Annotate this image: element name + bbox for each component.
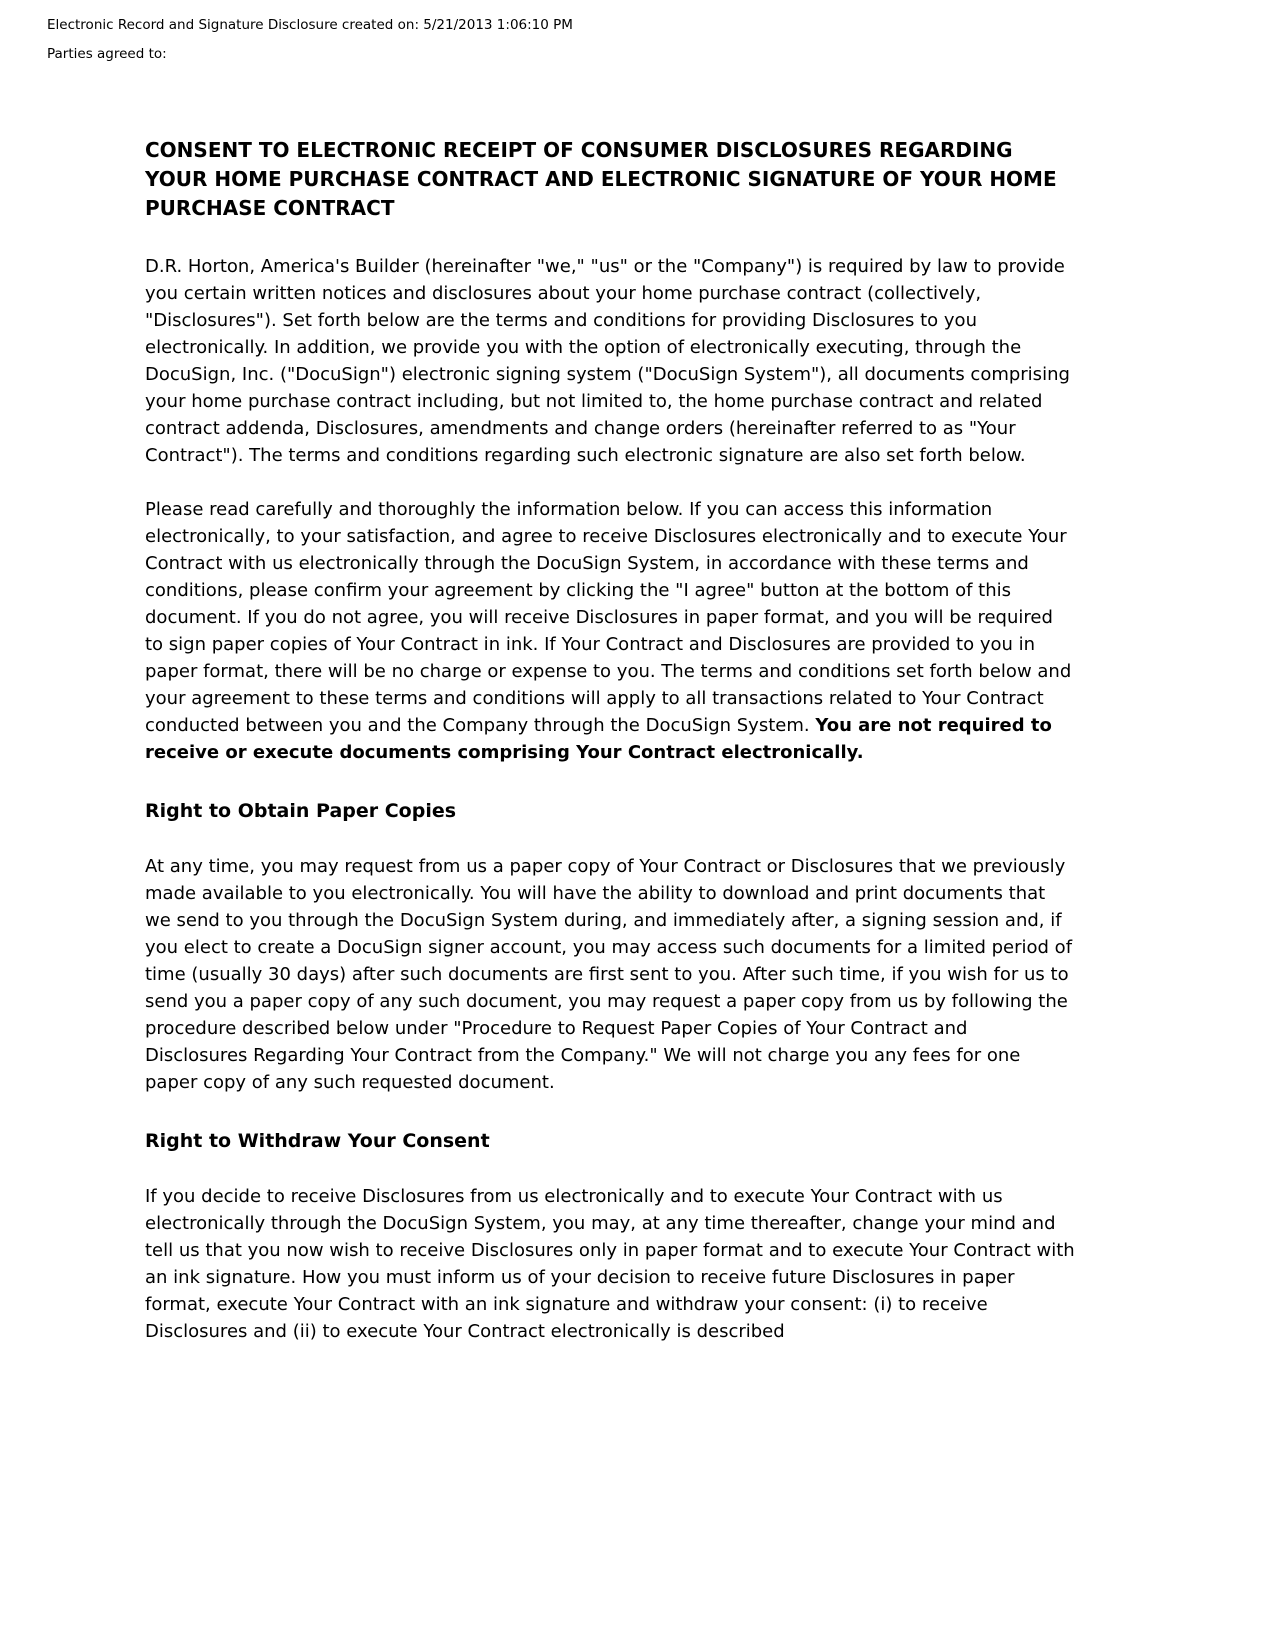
heading-right-to-obtain-paper-copies: Right to Obtain Paper Copies (145, 799, 457, 822)
agreement-paragraph-text: Please read carefully and thoroughly the information below. If you can access this information electronically, to your satisfaction, and agree to receive Disclosures electronically and to execute Your Contract with us electronically through the DocuSign System, in accordance with these terms and conditions, please confirm your agreement by clicking the "I agree" button at the bottom of this document. If you do not agree, you will receive Disclosures in paper format, and you will be required to sign paper copies of Your Contract in ink. If Your Contract and Disclosures are provided to you in paper format, there will be no charge or expense to you. The terms and conditions set forth below and your agreement to these terms and conditions will apply to all transactions related to Your Contract conducted between you and the Company through the DocuSign System. (145, 498, 1072, 736)
document-content (145, 136, 1075, 1345)
document-title: CONSENT TO ELECTRONIC RECEIPT OF CONSUMER DISCLOSURES REGARDING YOUR HOME PURCHASE CONTRACT AND ELECTRONIC SIGNATURE OF YOUR HOME PURCHASE CONTRACT (145, 137, 1057, 220)
paper-copies-paragraph: At any time, you may request from us a paper copy of Your Contract or Disclosures that we previously made available to you electronically. You will have the ability to download and print documents that we send to you through the DocuSign System during, and immediately after, a signing session and, if you elect to create a DocuSign signer account, you may access such documents for a limited period of time (usually 30 days) after such documents are first sent to you. After such time, if you wish for us to send you a paper copy of any such document, you may request a paper copy from us by following the procedure described below under "Procedure to Request Paper Copies of Your Contract and Disclosures Regarding Your Contract from the Company." We will not charge you any fees for one paper copy of any such requested document. (145, 855, 1073, 1093)
parties-agreed-line: Parties agreed to: (47, 45, 167, 62)
heading-right-to-withdraw-consent: Right to Withdraw Your Consent (145, 1129, 490, 1152)
disclosure-meta-header (0, 0, 1275, 64)
agreement-paragraph-bold-text: You are not required to receive or execute documents comprising Your Contract electronically. (145, 714, 1052, 763)
withdraw-consent-paragraph: If you decide to receive Disclosures from us electronically and to execute Your Contract with us electronically through the DocuSign System, you may, at any time thereafter, change your mind and tell us that you now wish to receive Disclosures only in paper format and to execute Your Contract with an ink signature. How you must inform us of your decision to receive future Disclosures in paper format, execute Your Contract with an ink signature and withdraw your consent: (i) to receive Disclosures and (ii) to execute Your Contract electronically is described (145, 1185, 1075, 1342)
intro-paragraph: D.R. Horton, America's Builder (hereinafter "we," "us" or the "Company") is required by law to provide you certain written notices and disclosures about your home purchase contract (collectively, "Disclosures"). Set forth below are the terms and conditions for providing Disclosures to you electronically. In addition, we provide you with the option of electronically executing, through the DocuSign, Inc. ("DocuSign") electronic signing system ("DocuSign System"), all documents comprising your home purchase contract including, but not limited to, the home purchase contract and related contract addenda, Disclosures, amendments and change orders (hereinafter referred to as "Your Contract"). The terms and conditions regarding such electronic signature are also set forth below. (145, 255, 1070, 466)
disclosure-created-line: Electronic Record and Signature Disclosure created on: 5/21/2013 1:06:10 PM (47, 17, 573, 33)
agreement-paragraph (145, 496, 1075, 766)
